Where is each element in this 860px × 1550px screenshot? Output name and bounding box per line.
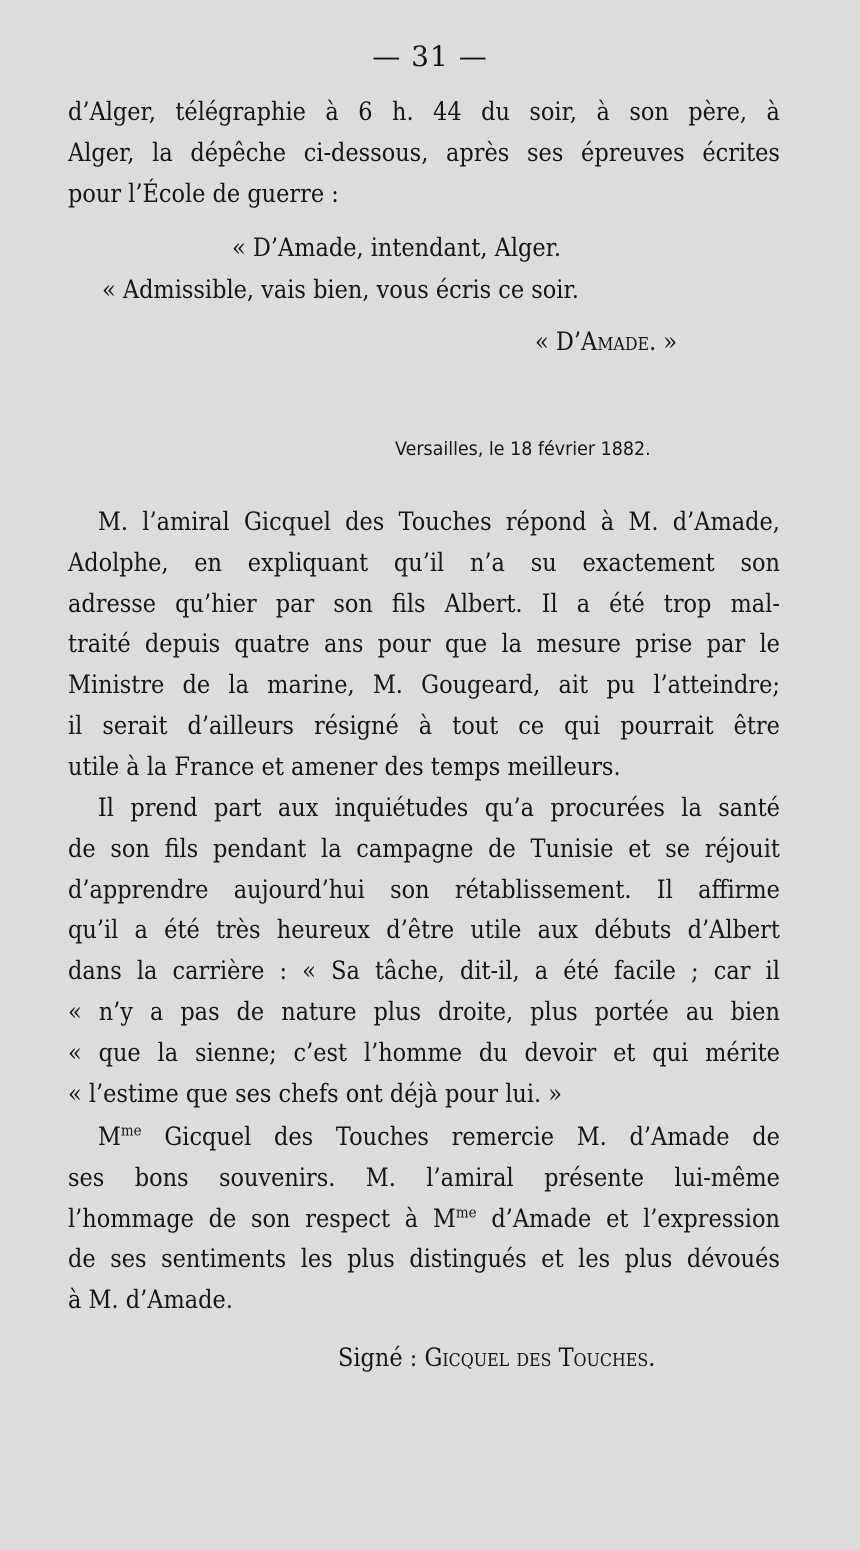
paragraph-line: d’apprendre aujourd’hui son rétablissement. Il affirme bbox=[68, 874, 780, 905]
paragraph-line: à M. d’Amade. bbox=[68, 1285, 233, 1316]
telegram-signature-open: « bbox=[535, 327, 556, 357]
paragraph-line: qu’il a été très heureux d’être utile aux débuts d’Albert bbox=[68, 915, 780, 946]
title-abbrev-sup: me bbox=[455, 1203, 477, 1222]
paragraph-line: « n’y a pas de nature plus droite, plus portée au bien bbox=[68, 996, 780, 1027]
intro-line: pour l’École de guerre : bbox=[68, 178, 339, 209]
paragraph-line bbox=[68, 1199, 780, 1240]
paragraph-line: « l’estime que ses chefs ont déjà pour lui. » bbox=[68, 1078, 563, 1109]
signature-label: Signé : bbox=[338, 1343, 425, 1373]
paragraph-line: de ses sentiments les plus distingués et les plus dévoués bbox=[68, 1244, 780, 1275]
paragraph-line: adresse qu’hier par son fils Albert. Il a été trop mal- bbox=[68, 588, 780, 619]
title-abbrev-sup: me bbox=[120, 1121, 142, 1140]
paragraph-line: « que la sienne; c’est l’homme du devoir et qui mérite bbox=[68, 1037, 780, 1068]
line-text: d’Amade et l’expression bbox=[476, 1203, 780, 1234]
letter-paragraph-3 bbox=[68, 1117, 780, 1321]
telegram-line: « Admissible, vais bien, vous écris ce soir. bbox=[102, 275, 579, 305]
paragraph-line: il serait d’ailleurs résigné à tout ce qui pourrait être bbox=[68, 710, 780, 741]
telegram-line: « D’Amade, intendant, Alger. bbox=[232, 233, 562, 263]
page-number: — 31 — bbox=[372, 40, 488, 73]
signature-name: Gicquel des Touches bbox=[424, 1343, 649, 1373]
intro-paragraph bbox=[68, 92, 780, 214]
paragraph-line: Adolphe, en expliquant qu’il n’a su exactement son bbox=[68, 547, 780, 578]
paragraph-line: de son fils pendant la campagne de Tunisie et se réjouit bbox=[68, 833, 780, 864]
title-abbrev: M bbox=[97, 1122, 121, 1152]
intro-line: Alger, la dépêche ci-dessous, après ses épreuves écrites bbox=[68, 137, 780, 168]
paragraph-line: ses bons souvenirs. M. l’amiral présente lui-même bbox=[68, 1162, 780, 1193]
telegram-signature bbox=[535, 322, 677, 363]
paragraph-line: traité depuis quatre ans pour que la mesure prise par le bbox=[68, 629, 780, 660]
paragraph-line: Ministre de la marine, M. Gougeard, ait pu l’atteindre; bbox=[68, 670, 780, 701]
signature-end: . bbox=[648, 1343, 656, 1373]
telegram-signature-name: D’Amade bbox=[555, 327, 650, 357]
line-text: Gicquel des Touches remercie M. d’Amade de bbox=[141, 1122, 780, 1152]
letter-paragraph-1 bbox=[68, 502, 780, 788]
paragraph-line: M. l’amiral Gicquel des Touches répond à M. d’Amade, bbox=[97, 507, 780, 537]
line-text: l’hommage de son respect à M bbox=[68, 1203, 456, 1234]
intro-line: d’Alger, télégraphie à 6 h. 44 du soir, à son père, à bbox=[68, 97, 780, 127]
letter-paragraph-2 bbox=[68, 788, 780, 1114]
paragraph-line: Il prend part aux inquiétudes qu’a procurées la santé bbox=[97, 793, 780, 823]
telegram-signature-close: . » bbox=[649, 327, 678, 357]
letter-signature bbox=[338, 1338, 655, 1379]
paragraph-line bbox=[68, 1117, 780, 1158]
paragraph-line: dans la carrière : « Sa tâche, dit-il, a été facile ; car il bbox=[68, 956, 780, 987]
paragraph-line: utile à la France et amener des temps meilleurs. bbox=[68, 751, 621, 782]
dateline: Versailles, le 18 février 1882. bbox=[395, 438, 651, 460]
